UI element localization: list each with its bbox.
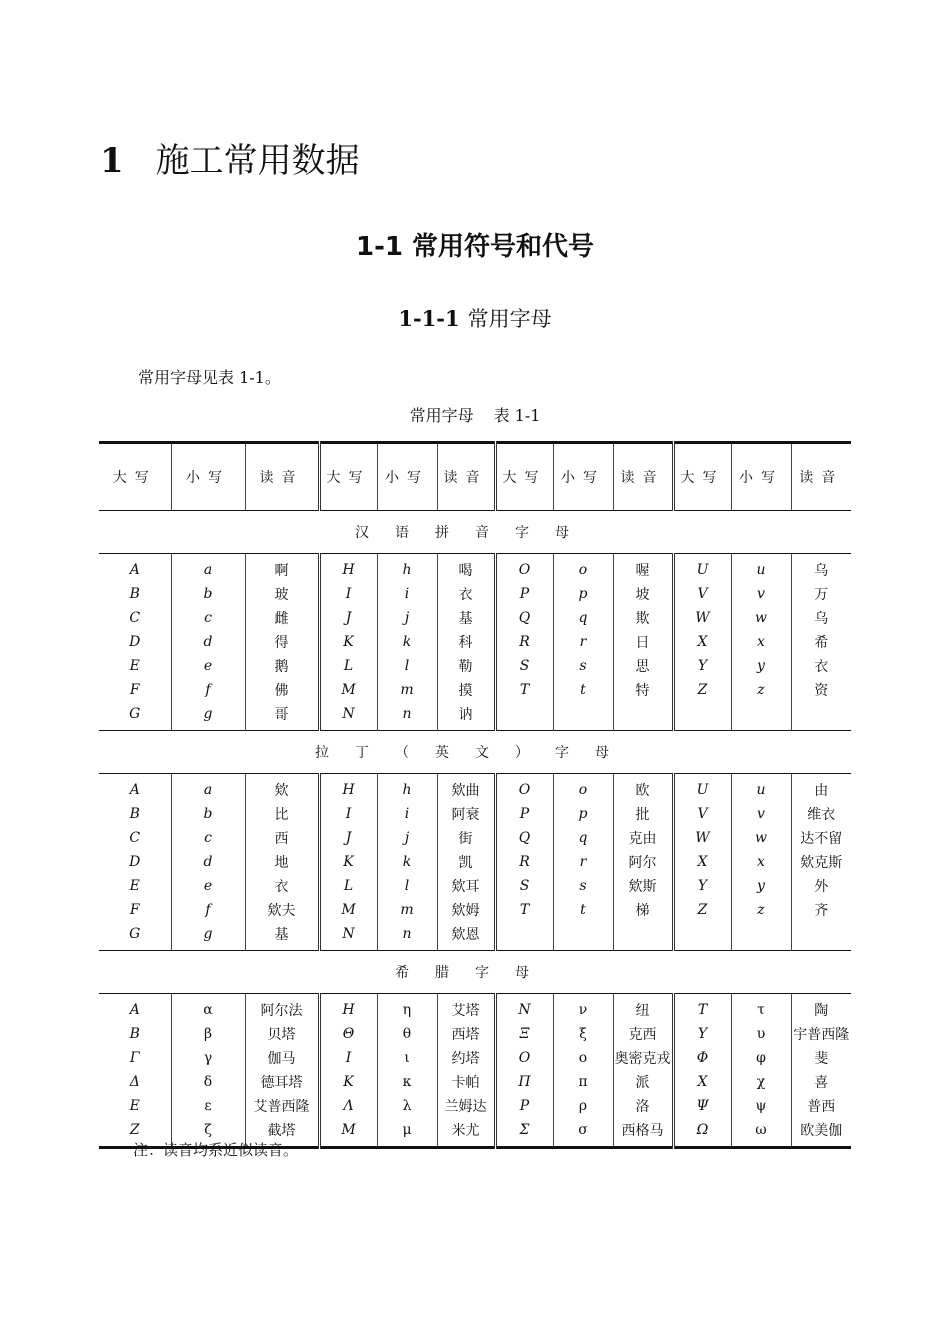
column-header: 小写 xyxy=(553,443,613,511)
lowercase-cell: u xyxy=(731,558,791,582)
lowercase-cell: ε xyxy=(171,1094,245,1118)
table-row xyxy=(99,874,851,898)
uppercase-cell: K xyxy=(319,630,377,654)
uppercase-cell: P xyxy=(495,802,553,826)
uppercase-cell: M xyxy=(319,898,377,922)
table-row xyxy=(99,898,851,922)
uppercase-cell: T xyxy=(495,678,553,702)
lowercase-cell: σ xyxy=(553,1118,613,1142)
column-header: 小写 xyxy=(731,443,791,511)
lowercase-cell: k xyxy=(377,630,437,654)
pronunciation-cell: 欸姆 xyxy=(437,898,495,922)
uppercase-cell: Φ xyxy=(673,1046,731,1070)
uppercase-cell xyxy=(495,922,553,946)
pronunciation-cell: 资 xyxy=(791,678,851,702)
letters-table xyxy=(99,441,851,1149)
chapter-title: 施工常用数据 xyxy=(155,141,360,181)
pronunciation-cell: 梯 xyxy=(613,898,673,922)
uppercase-cell: Z xyxy=(129,1122,140,1138)
column-header: 读音 xyxy=(791,443,851,511)
lowercase-cell: h xyxy=(377,778,437,802)
uppercase-cell: Σ xyxy=(495,1118,553,1142)
pronunciation-cell: 阿衰 xyxy=(437,802,495,826)
lowercase-cell: w xyxy=(731,826,791,850)
pronunciation-cell: 哥 xyxy=(245,702,319,726)
uppercase-cell: I xyxy=(319,582,377,606)
lowercase-cell: ψ xyxy=(731,1094,791,1118)
lowercase-cell: ι xyxy=(377,1046,437,1070)
uppercase-cell: C xyxy=(129,830,141,846)
table-caption-number: 表 1-1 xyxy=(493,406,541,425)
pronunciation-cell: 纽 xyxy=(613,998,673,1022)
uppercase-cell: C xyxy=(129,610,141,626)
table-row xyxy=(99,654,851,678)
lowercase-cell: t xyxy=(553,898,613,922)
lowercase-cell: c xyxy=(171,826,245,850)
lowercase-cell: χ xyxy=(731,1070,791,1094)
uppercase-cell: Y xyxy=(673,654,731,678)
pronunciation-cell: 万 xyxy=(791,582,851,606)
lowercase-cell: q xyxy=(553,606,613,630)
lowercase-cell xyxy=(731,702,791,726)
uppercase-cell: Q xyxy=(495,606,553,630)
lowercase-cell: δ xyxy=(171,1070,245,1094)
lowercase-cell: i xyxy=(377,802,437,826)
pronunciation-cell: 截塔 xyxy=(245,1118,319,1142)
pronunciation-cell: 摸 xyxy=(437,678,495,702)
lowercase-cell: m xyxy=(377,678,437,702)
uppercase-cell: F xyxy=(129,682,140,698)
uppercase-cell: H xyxy=(319,558,377,582)
uppercase-cell: Θ xyxy=(319,1022,377,1046)
uppercase-cell: V xyxy=(673,802,731,826)
uppercase-cell: G xyxy=(129,926,141,942)
lowercase-cell: v xyxy=(731,582,791,606)
column-header: 大写 xyxy=(319,443,377,511)
lowercase-cell: f xyxy=(171,678,245,702)
table-row xyxy=(99,826,851,850)
pronunciation-cell: 街 xyxy=(437,826,495,850)
uppercase-cell: G xyxy=(129,706,141,722)
pronunciation-cell: 坡 xyxy=(613,582,673,606)
lowercase-cell: m xyxy=(377,898,437,922)
uppercase-cell: W xyxy=(673,606,731,630)
table-caption-title: 常用字母 xyxy=(409,406,474,425)
pronunciation-cell: 佛 xyxy=(245,678,319,702)
pronunciation-cell: 比 xyxy=(245,802,319,826)
table-row xyxy=(99,1046,851,1070)
lowercase-cell: λ xyxy=(377,1094,437,1118)
pronunciation-cell: 派 xyxy=(613,1070,673,1094)
table-row xyxy=(99,778,851,802)
uppercase-cell: A xyxy=(129,1002,140,1018)
table-row xyxy=(99,582,851,606)
section-title: 1-1 常用符号和代号 xyxy=(355,232,595,262)
lowercase-cell: p xyxy=(553,802,613,826)
uppercase-cell: E xyxy=(129,658,140,674)
table-row xyxy=(99,1094,851,1118)
table-header-row xyxy=(99,443,851,511)
lowercase-cell: ρ xyxy=(553,1094,613,1118)
pronunciation-cell: 衣 xyxy=(791,654,851,678)
pronunciation-cell: 思 xyxy=(613,654,673,678)
uppercase-cell: E xyxy=(129,1098,140,1114)
lowercase-cell xyxy=(731,922,791,946)
lowercase-cell: z xyxy=(731,678,791,702)
pronunciation-cell: 由 xyxy=(791,778,851,802)
pronunciation-cell: 批 xyxy=(613,802,673,826)
pronunciation-cell xyxy=(791,922,851,946)
uppercase-cell: B xyxy=(129,806,140,822)
uppercase-cell: H xyxy=(319,778,377,802)
lowercase-cell: p xyxy=(553,582,613,606)
section-title-cell: 拉丁（英文）字母 xyxy=(99,731,851,774)
pronunciation-cell: 衣 xyxy=(245,874,319,898)
lowercase-cell: w xyxy=(731,606,791,630)
pronunciation-cell: 勒 xyxy=(437,654,495,678)
section-title-cell: 汉语拼音字母 xyxy=(99,511,851,554)
lowercase-cell: g xyxy=(171,922,245,946)
lowercase-cell: ν xyxy=(553,998,613,1022)
lowercase-cell: o xyxy=(553,778,613,802)
uppercase-cell: F xyxy=(129,902,140,918)
uppercase-cell: K xyxy=(319,1070,377,1094)
pronunciation-cell: 宇普西隆 xyxy=(791,1022,851,1046)
pronunciation-cell: 艾塔 xyxy=(437,998,495,1022)
pronunciation-cell: 洛 xyxy=(613,1094,673,1118)
column-header: 小写 xyxy=(171,443,245,511)
pronunciation-cell: 欸克斯 xyxy=(791,850,851,874)
column-header: 大写 xyxy=(495,443,553,511)
lowercase-cell: τ xyxy=(731,998,791,1022)
pronunciation-cell: 基 xyxy=(437,606,495,630)
table-row xyxy=(99,630,851,654)
pronunciation-cell: 喔 xyxy=(613,558,673,582)
pronunciation-cell: 凯 xyxy=(437,850,495,874)
lowercase-cell: s xyxy=(553,654,613,678)
uppercase-cell: B xyxy=(129,1026,140,1042)
lowercase-cell: u xyxy=(731,778,791,802)
table-row xyxy=(99,998,851,1022)
pronunciation-cell: 得 xyxy=(245,630,319,654)
pronunciation-cell: 衣 xyxy=(437,582,495,606)
lowercase-cell: μ xyxy=(377,1118,437,1142)
lowercase-cell: s xyxy=(553,874,613,898)
pronunciation-cell: 欧美伽 xyxy=(791,1118,851,1142)
pronunciation-cell: 欸曲 xyxy=(437,778,495,802)
uppercase-cell xyxy=(673,922,731,946)
lowercase-cell: κ xyxy=(377,1070,437,1094)
uppercase-cell: Γ xyxy=(129,1050,140,1066)
uppercase-cell: V xyxy=(673,582,731,606)
lowercase-cell: η xyxy=(377,998,437,1022)
uppercase-cell: O xyxy=(495,1046,553,1070)
column-header: 读音 xyxy=(437,443,495,511)
pronunciation-cell: 克西 xyxy=(613,1022,673,1046)
pronunciation-cell: 斐 xyxy=(791,1046,851,1070)
uppercase-cell: D xyxy=(129,634,141,650)
intro-text: 常用字母见表 1-1。 xyxy=(138,368,281,387)
uppercase-cell: B xyxy=(129,586,140,602)
chapter-heading xyxy=(100,133,360,182)
pronunciation-cell: 西格马 xyxy=(613,1118,673,1142)
uppercase-cell: E xyxy=(129,878,140,894)
pronunciation-cell: 卡帕 xyxy=(437,1070,495,1094)
pronunciation-cell: 希 xyxy=(791,630,851,654)
lowercase-cell: v xyxy=(731,802,791,826)
uppercase-cell xyxy=(495,702,553,726)
uppercase-cell: Z xyxy=(673,678,731,702)
pronunciation-cell: 贝塔 xyxy=(245,1022,319,1046)
lowercase-cell: d xyxy=(171,630,245,654)
lowercase-cell: ω xyxy=(731,1118,791,1142)
uppercase-cell: Π xyxy=(495,1070,553,1094)
uppercase-cell: N xyxy=(319,702,377,726)
lowercase-cell: φ xyxy=(731,1046,791,1070)
pronunciation-cell: 米尤 xyxy=(437,1118,495,1142)
uppercase-cell: O xyxy=(495,558,553,582)
uppercase-cell: U xyxy=(673,558,731,582)
uppercase-cell: Y xyxy=(673,874,731,898)
uppercase-cell: I xyxy=(319,802,377,826)
pronunciation-cell: 兰姆达 xyxy=(437,1094,495,1118)
uppercase-cell: W xyxy=(673,826,731,850)
column-header: 读音 xyxy=(613,443,673,511)
lowercase-cell: θ xyxy=(377,1022,437,1046)
pronunciation-cell: 奥密克戎 xyxy=(613,1046,673,1070)
uppercase-cell: N xyxy=(495,998,553,1022)
uppercase-cell: X xyxy=(673,1070,731,1094)
lowercase-cell: d xyxy=(171,850,245,874)
lowercase-cell: i xyxy=(377,582,437,606)
lowercase-cell: c xyxy=(171,606,245,630)
uppercase-cell: S xyxy=(495,654,553,678)
uppercase-cell: T xyxy=(495,898,553,922)
table-row xyxy=(99,702,851,726)
uppercase-cell: J xyxy=(319,826,377,850)
uppercase-cell: L xyxy=(319,874,377,898)
pronunciation-cell: 欧 xyxy=(613,778,673,802)
pronunciation-cell: 乌 xyxy=(791,606,851,630)
uppercase-cell: L xyxy=(319,654,377,678)
pronunciation-cell: 鹅 xyxy=(245,654,319,678)
pronunciation-cell: 喝 xyxy=(437,558,495,582)
pronunciation-cell xyxy=(613,922,673,946)
pronunciation-cell: 阿尔 xyxy=(613,850,673,874)
lowercase-cell: x xyxy=(731,850,791,874)
lowercase-cell: b xyxy=(171,802,245,826)
uppercase-cell: R xyxy=(495,850,553,874)
uppercase-cell: P xyxy=(495,582,553,606)
section-row xyxy=(99,731,851,774)
lowercase-cell: b xyxy=(171,582,245,606)
table-row xyxy=(99,606,851,630)
uppercase-cell: X xyxy=(673,630,731,654)
uppercase-cell: Q xyxy=(495,826,553,850)
uppercase-cell: U xyxy=(673,778,731,802)
column-header: 大写 xyxy=(673,443,731,511)
uppercase-cell: X xyxy=(673,850,731,874)
chapter-number: 1 xyxy=(100,141,124,181)
lowercase-cell: q xyxy=(553,826,613,850)
lowercase-cell: o xyxy=(553,558,613,582)
lowercase-cell: υ xyxy=(731,1022,791,1046)
uppercase-cell: N xyxy=(319,922,377,946)
lowercase-cell: a xyxy=(171,778,245,802)
pronunciation-cell: 基 xyxy=(245,922,319,946)
column-header: 大写 xyxy=(99,443,171,511)
lowercase-cell: l xyxy=(377,654,437,678)
lowercase-cell: y xyxy=(731,874,791,898)
lowercase-cell: α xyxy=(171,998,245,1022)
pronunciation-cell: 雌 xyxy=(245,606,319,630)
lowercase-cell: z xyxy=(731,898,791,922)
pronunciation-cell: 欸耳 xyxy=(437,874,495,898)
lowercase-cell: ζ xyxy=(171,1118,245,1142)
pronunciation-cell: 科 xyxy=(437,630,495,654)
pronunciation-cell: 齐 xyxy=(791,898,851,922)
table-row xyxy=(99,558,851,582)
lowercase-cell: l xyxy=(377,874,437,898)
pronunciation-cell: 维衣 xyxy=(791,802,851,826)
lowercase-cell: j xyxy=(377,826,437,850)
pronunciation-cell: 普西 xyxy=(791,1094,851,1118)
pronunciation-cell xyxy=(791,702,851,726)
uppercase-cell: Ξ xyxy=(495,1022,553,1046)
pronunciation-cell: 啊 xyxy=(245,558,319,582)
pronunciation-cell: 玻 xyxy=(245,582,319,606)
lowercase-cell xyxy=(553,922,613,946)
subsection-number: 1-1-1 xyxy=(398,306,460,331)
uppercase-cell: P xyxy=(495,1094,553,1118)
lowercase-cell: γ xyxy=(171,1046,245,1070)
pronunciation-cell: 达不留 xyxy=(791,826,851,850)
section-row xyxy=(99,511,851,554)
pronunciation-cell: 讷 xyxy=(437,702,495,726)
uppercase-cell: Λ xyxy=(319,1094,377,1118)
column-header: 读音 xyxy=(245,443,319,511)
pronunciation-cell: 特 xyxy=(613,678,673,702)
lowercase-cell: e xyxy=(171,874,245,898)
table-row xyxy=(99,678,851,702)
uppercase-cell: Ω xyxy=(673,1118,731,1142)
pronunciation-cell: 喜 xyxy=(791,1070,851,1094)
pronunciation-cell: 日 xyxy=(613,630,673,654)
table-row xyxy=(99,922,851,946)
uppercase-cell xyxy=(673,702,731,726)
uppercase-cell: T xyxy=(673,998,731,1022)
lowercase-cell: e xyxy=(171,654,245,678)
table-row xyxy=(99,850,851,874)
pronunciation-cell: 约塔 xyxy=(437,1046,495,1070)
pronunciation-cell: 陶 xyxy=(791,998,851,1022)
lowercase-cell: π xyxy=(553,1070,613,1094)
section-row xyxy=(99,951,851,994)
lowercase-cell: k xyxy=(377,850,437,874)
lowercase-cell: t xyxy=(553,678,613,702)
uppercase-cell: M xyxy=(319,678,377,702)
lowercase-cell: x xyxy=(731,630,791,654)
lowercase-cell: β xyxy=(171,1022,245,1046)
pronunciation-cell: 欸夫 xyxy=(245,898,319,922)
lowercase-cell: n xyxy=(377,922,437,946)
lowercase-cell: g xyxy=(171,702,245,726)
pronunciation-cell: 阿尔法 xyxy=(245,998,319,1022)
uppercase-cell: J xyxy=(319,606,377,630)
uppercase-cell: A xyxy=(129,562,140,578)
lowercase-cell: r xyxy=(553,850,613,874)
pronunciation-cell: 艾普西隆 xyxy=(245,1094,319,1118)
uppercase-cell: H xyxy=(319,998,377,1022)
pronunciation-cell: 乌 xyxy=(791,558,851,582)
lowercase-cell: j xyxy=(377,606,437,630)
pronunciation-cell: 德耳塔 xyxy=(245,1070,319,1094)
lowercase-cell: y xyxy=(731,654,791,678)
uppercase-cell: Δ xyxy=(129,1074,140,1090)
pronunciation-cell: 西塔 xyxy=(437,1022,495,1046)
pronunciation-cell: 地 xyxy=(245,850,319,874)
section-title-cell: 希腊字母 xyxy=(99,951,851,994)
lowercase-cell: h xyxy=(377,558,437,582)
lowercase-cell: a xyxy=(171,558,245,582)
uppercase-cell: Z xyxy=(673,898,731,922)
lowercase-cell: ξ xyxy=(553,1022,613,1046)
uppercase-cell: Ψ xyxy=(673,1094,731,1118)
pronunciation-cell: 克由 xyxy=(613,826,673,850)
pronunciation-cell xyxy=(613,702,673,726)
table-row xyxy=(99,1070,851,1094)
uppercase-cell: K xyxy=(319,850,377,874)
lowercase-cell xyxy=(553,702,613,726)
table-row xyxy=(99,802,851,826)
lowercase-cell: ο xyxy=(553,1046,613,1070)
pronunciation-cell: 欺 xyxy=(613,606,673,630)
pronunciation-cell: 伽马 xyxy=(245,1046,319,1070)
table-note: 注：读音均系近似读音。 xyxy=(133,1141,299,1159)
subsection-heading xyxy=(0,303,950,333)
lowercase-cell: f xyxy=(171,898,245,922)
subsection-title: 常用字母 xyxy=(467,307,552,331)
table-row xyxy=(99,1022,851,1046)
uppercase-cell: A xyxy=(129,782,140,798)
pronunciation-cell: 欸 xyxy=(245,778,319,802)
uppercase-cell: S xyxy=(495,874,553,898)
uppercase-cell: D xyxy=(129,854,141,870)
lowercase-cell: n xyxy=(377,702,437,726)
pronunciation-cell: 欸斯 xyxy=(613,874,673,898)
pronunciation-cell: 外 xyxy=(791,874,851,898)
uppercase-cell: O xyxy=(495,778,553,802)
table-caption xyxy=(0,403,950,426)
pronunciation-cell: 西 xyxy=(245,826,319,850)
uppercase-cell: R xyxy=(495,630,553,654)
pronunciation-cell: 欸恩 xyxy=(437,922,495,946)
uppercase-cell: I xyxy=(319,1046,377,1070)
column-header: 小写 xyxy=(377,443,437,511)
uppercase-cell: Υ xyxy=(673,1022,731,1046)
lowercase-cell: r xyxy=(553,630,613,654)
uppercase-cell: M xyxy=(319,1118,377,1142)
